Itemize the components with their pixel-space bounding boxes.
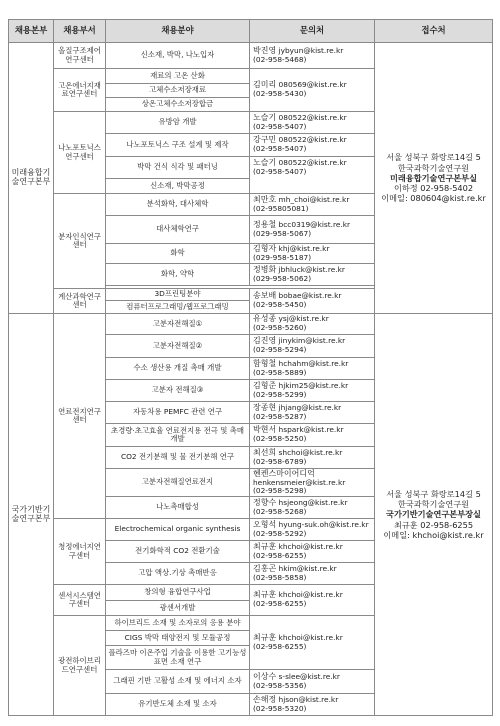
- contact-name: 최만호: [253, 194, 277, 204]
- contact-email: hkim@kist.re.kr: [278, 563, 337, 573]
- contact-cell: [250, 244, 375, 264]
- field-cell: 나노촉매합성: [106, 497, 250, 519]
- contact-phone: (02-958-5260): [253, 323, 307, 333]
- department-name: 연료전지연구센터: [54, 314, 106, 519]
- field-cell: 고분자전해질연료전지: [106, 469, 250, 497]
- contact-cell: [250, 112, 375, 134]
- contact-email: henkensmeier@kist.re.kr: [253, 477, 346, 487]
- contact-name: 최규훈: [253, 632, 277, 642]
- field-cell: 고분자 전해질③: [106, 380, 250, 402]
- header-field: 채용분야: [106, 20, 250, 43]
- field-cell: 유기반도체 소재 및 소자: [106, 694, 250, 716]
- contact-phone: (02-958-5294): [253, 345, 307, 355]
- contact-email: s-slee@kist.re.kr: [278, 671, 340, 681]
- contact-name: 장종현: [253, 402, 277, 412]
- contact-phone: (02-958-5407): [253, 121, 307, 131]
- contact-name: 이상수: [253, 671, 277, 681]
- contact-name: 김진영: [253, 336, 277, 346]
- contact-phone: (02-958-5407): [253, 144, 307, 154]
- contact-cell: [250, 194, 375, 216]
- field-cell: 수소 생산용 개질 촉매 개발: [106, 358, 250, 380]
- field-cell: Electrochemical organic synthesis: [106, 519, 250, 541]
- division-name: 미래융합기술연구본부: [9, 43, 54, 314]
- contact-name: 김미리: [253, 80, 277, 90]
- contact-phone: (029-958-5187): [253, 252, 312, 262]
- contact-name: 최규훈: [253, 590, 277, 600]
- contact-phone: (02-95805081): [253, 203, 309, 213]
- field-cell: 분석화학, 대사체학: [106, 194, 250, 216]
- division-name: 국가기반기술연구본부: [9, 314, 54, 716]
- header-reception: 접수처: [375, 20, 493, 43]
- contact-phone: (02-958-5287): [253, 411, 307, 421]
- contact-cell: [250, 469, 375, 497]
- contact-email: hchahm@kist.re.kr: [278, 358, 349, 368]
- header-department: 채용부서: [54, 20, 106, 43]
- contact-cell: [250, 402, 375, 424]
- field-cell: 나노포토닉스 구조 설계 및 제작: [106, 134, 250, 157]
- contact-name: 최선희: [253, 447, 277, 457]
- contact-email: jybyun@kist.re.kr: [278, 45, 344, 55]
- contact-cell: [250, 264, 375, 286]
- contact-phone: (02-958-6255): [253, 550, 307, 560]
- contact-cell: [250, 694, 375, 716]
- contact-cell: [250, 585, 375, 616]
- contact-phone: (02-958-5889): [253, 367, 307, 377]
- contact-cell: [250, 289, 375, 314]
- contact-email: hspark@kist.re.kr: [278, 425, 344, 435]
- contact-cell: [250, 358, 375, 380]
- contact-name: 김형준: [253, 380, 277, 390]
- contact-cell: [250, 335, 375, 358]
- contact-cell: [250, 497, 375, 519]
- contact-email: 080522@kist.re.kr: [278, 112, 347, 122]
- contact-email: jbhluck@kist.re.kr: [278, 264, 345, 274]
- contact-name: 김형자: [253, 243, 277, 253]
- field-cell: 고압 액상.기상 촉매반응: [106, 563, 250, 585]
- contact-email: hyung-suk.oh@kist.re.kr: [278, 519, 369, 529]
- contact-name: 정용철: [253, 219, 277, 229]
- contact-name: 손해정: [253, 694, 277, 704]
- contact-cell: [250, 43, 375, 69]
- field-cell: 신소재, 박막, 나노입자: [106, 43, 250, 69]
- contact-name: 오형석: [253, 519, 277, 529]
- table-row: [9, 43, 493, 69]
- contact-phone: (02-958-5250): [253, 434, 307, 444]
- contact-email: khchoi@kist.re.kr: [278, 541, 343, 551]
- contact-phone: (02-958-5407): [253, 166, 307, 176]
- contact-phone: (02-958-5299): [253, 389, 307, 399]
- contact-email: mh_choi@kist.re.kr: [278, 194, 350, 204]
- contact-cell: [250, 670, 375, 694]
- contact-email: hsjeong@kist.re.kr: [278, 497, 348, 507]
- contact-name: 헨켄스마이어디억: [253, 468, 315, 478]
- reception-office: 미래융합기술연구본부실: [389, 172, 477, 183]
- contact-cell: [250, 424, 375, 447]
- contact-name: 박현서: [253, 425, 277, 435]
- contact-email: 080522@kist.re.kr: [278, 135, 347, 145]
- contact-phone: (029-958-5067): [253, 228, 312, 238]
- reception-email: 이메일: 080604@kist.re.kr: [381, 193, 486, 204]
- department-name: 계산과학연구센터: [54, 289, 106, 314]
- contact-email: khchoi@kist.re.kr: [278, 590, 343, 600]
- contact-name: 박진영: [253, 45, 277, 55]
- contact-name: 정병화: [253, 264, 277, 274]
- department-name: 광전하이브리드연구센터: [54, 616, 106, 716]
- contact-cell: [250, 519, 375, 541]
- contact-name: 정향수: [253, 497, 277, 507]
- field-cell: 자동차용 PEMFC 관련 연구: [106, 402, 250, 424]
- field-cell: 초경량·초고효율 연료전지용 전극 및 촉매 개발: [106, 424, 250, 447]
- contact-email: bobae@kist.re.kr: [278, 291, 342, 301]
- contact-name: 유성종: [253, 314, 277, 324]
- reception-cell: [375, 43, 493, 314]
- field-cell: 전기화학적 CO2 전환기술: [106, 541, 250, 563]
- field-cell: 3D프린팅분야: [106, 289, 250, 301]
- field-cell: 광센서개발: [106, 601, 250, 616]
- contact-email: khj@kist.re.kr: [278, 243, 330, 253]
- contact-email: hjson@kist.re.kr: [278, 694, 339, 704]
- recruitment-table-wrap: [8, 19, 492, 713]
- contact-cell: [250, 314, 375, 335]
- contact-phone: (02-958-6255): [253, 599, 307, 609]
- contact-email: ysj@kist.re.kr: [278, 314, 329, 324]
- contact-phone: (02-958-5450): [253, 300, 307, 310]
- field-cell: 고분자전해질①: [106, 314, 250, 335]
- contact-phone: (02-958-5356): [253, 680, 307, 690]
- contact-name: 최규훈: [253, 541, 277, 551]
- header-division: 채용본부: [9, 20, 54, 43]
- field-cell: 상온고체수소저장합금: [106, 98, 250, 112]
- contact-cell: [250, 380, 375, 402]
- contact-cell: [250, 134, 375, 157]
- contact-phone: (02-958-6255): [253, 641, 307, 651]
- field-cell: 유방암 개발: [106, 112, 250, 134]
- field-cell: 플라즈마 이온주입 기술을 이용한 고기능성 표면 소재 연구: [106, 646, 250, 670]
- contact-cell: [250, 616, 375, 670]
- reception-institute: 한국과학기술연구원: [397, 499, 470, 510]
- field-cell: CIGS 박막 태양전지 및 모듈공정: [106, 631, 250, 646]
- field-cell: 하이브리드 소재 및 소자로의 응용 분야: [106, 616, 250, 631]
- field-cell: 대사체학연구: [106, 216, 250, 244]
- reception-office: 국가기반기술연구본부장실: [386, 509, 481, 520]
- header-row: [9, 20, 493, 43]
- field-cell: 고분자전해질②: [106, 335, 250, 358]
- field-cell: 그래핀 기반 고활성 소재 및 에너지 소자: [106, 670, 250, 694]
- field-cell: CO2 전기분해 및 물 전기분해 연구: [106, 447, 250, 469]
- reception-institute: 한국과학기술연구원: [397, 162, 470, 173]
- contact-name: 노슬기: [253, 112, 277, 122]
- reception-contact: 최규훈 02-958-6255: [393, 519, 474, 530]
- field-cell: 화학, 약학: [106, 264, 250, 286]
- reception-contact: 이하정 02-958-5402: [393, 183, 474, 194]
- contact-name: 김홍곤: [253, 563, 277, 573]
- field-cell: 신소재, 박막공정: [106, 179, 250, 194]
- contact-email: 080569@kist.re.kr: [278, 80, 347, 90]
- contact-name: 노슬기: [253, 158, 277, 167]
- field-cell: 화학: [106, 244, 250, 264]
- field-cell: 컴퓨터프로그래밍/웹프로그래밍: [106, 301, 250, 314]
- department-name: 올질구조제어연구센터: [54, 43, 106, 69]
- reception-address: 서울 성북구 화랑로14길 5: [386, 488, 481, 499]
- recruitment-table: [8, 19, 493, 716]
- department-name: 분자인식연구센터: [54, 194, 106, 289]
- contact-email: bcc0319@kist.re.kr: [278, 219, 351, 229]
- contact-phone: (029-958-5062): [253, 273, 312, 283]
- contact-cell: [250, 541, 375, 563]
- contact-phone: (02-958-5468): [253, 54, 307, 64]
- contact-name: 송보배: [253, 291, 277, 301]
- contact-phone: (02-958-5298): [253, 485, 307, 495]
- table-row: [9, 314, 493, 335]
- contact-phone: (02-958-5320): [253, 703, 307, 713]
- contact-email: shchoi@kist.re.kr: [278, 447, 343, 457]
- contact-phone: (02-958-5292): [253, 528, 307, 538]
- reception-cell: [375, 314, 493, 716]
- contact-cell: [250, 563, 375, 585]
- contact-cell: [250, 216, 375, 244]
- reception-email: 이메일: khchoi@kist.re.kr: [383, 529, 484, 540]
- contact-cell: [250, 157, 375, 194]
- department-name: 청정에너지연구센터: [54, 519, 106, 585]
- contact-email: jinykim@kist.re.kr: [278, 336, 346, 346]
- department-name: 나노포토닉스연구센터: [54, 112, 106, 194]
- contact-phone: (02-958-5858): [253, 572, 307, 582]
- contact-phone: (02-958-5430): [253, 89, 307, 99]
- contact-name: 함형철: [253, 358, 277, 368]
- contact-email: khchoi@kist.re.kr: [278, 632, 343, 642]
- contact-phone: (02-958-6789): [253, 456, 307, 466]
- field-cell: 고체수소저장재료: [106, 84, 250, 98]
- header-contact: 문의처: [250, 20, 375, 43]
- field-cell: 재료의 고온 산화: [106, 69, 250, 84]
- contact-cell: [250, 447, 375, 469]
- contact-name: 강구민: [253, 135, 277, 145]
- contact-email: 080522@kist.re.kr: [278, 158, 347, 167]
- reception-address: 서울 성북구 화랑로14길 5: [386, 152, 481, 163]
- field-cell: 창의형 융합연구사업: [106, 585, 250, 601]
- contact-cell: [250, 69, 375, 112]
- contact-email: jhjang@kist.re.kr: [278, 402, 342, 412]
- contact-phone: (02-958-5268): [253, 506, 307, 516]
- department-name: 센서시스템연구센터: [54, 585, 106, 616]
- contact-email: hjkim25@kist.re.kr: [278, 380, 349, 390]
- field-cell: 박막 건식 식각 및 패터닝: [106, 157, 250, 179]
- department-name: 고온에너지재료연구센터: [54, 69, 106, 112]
